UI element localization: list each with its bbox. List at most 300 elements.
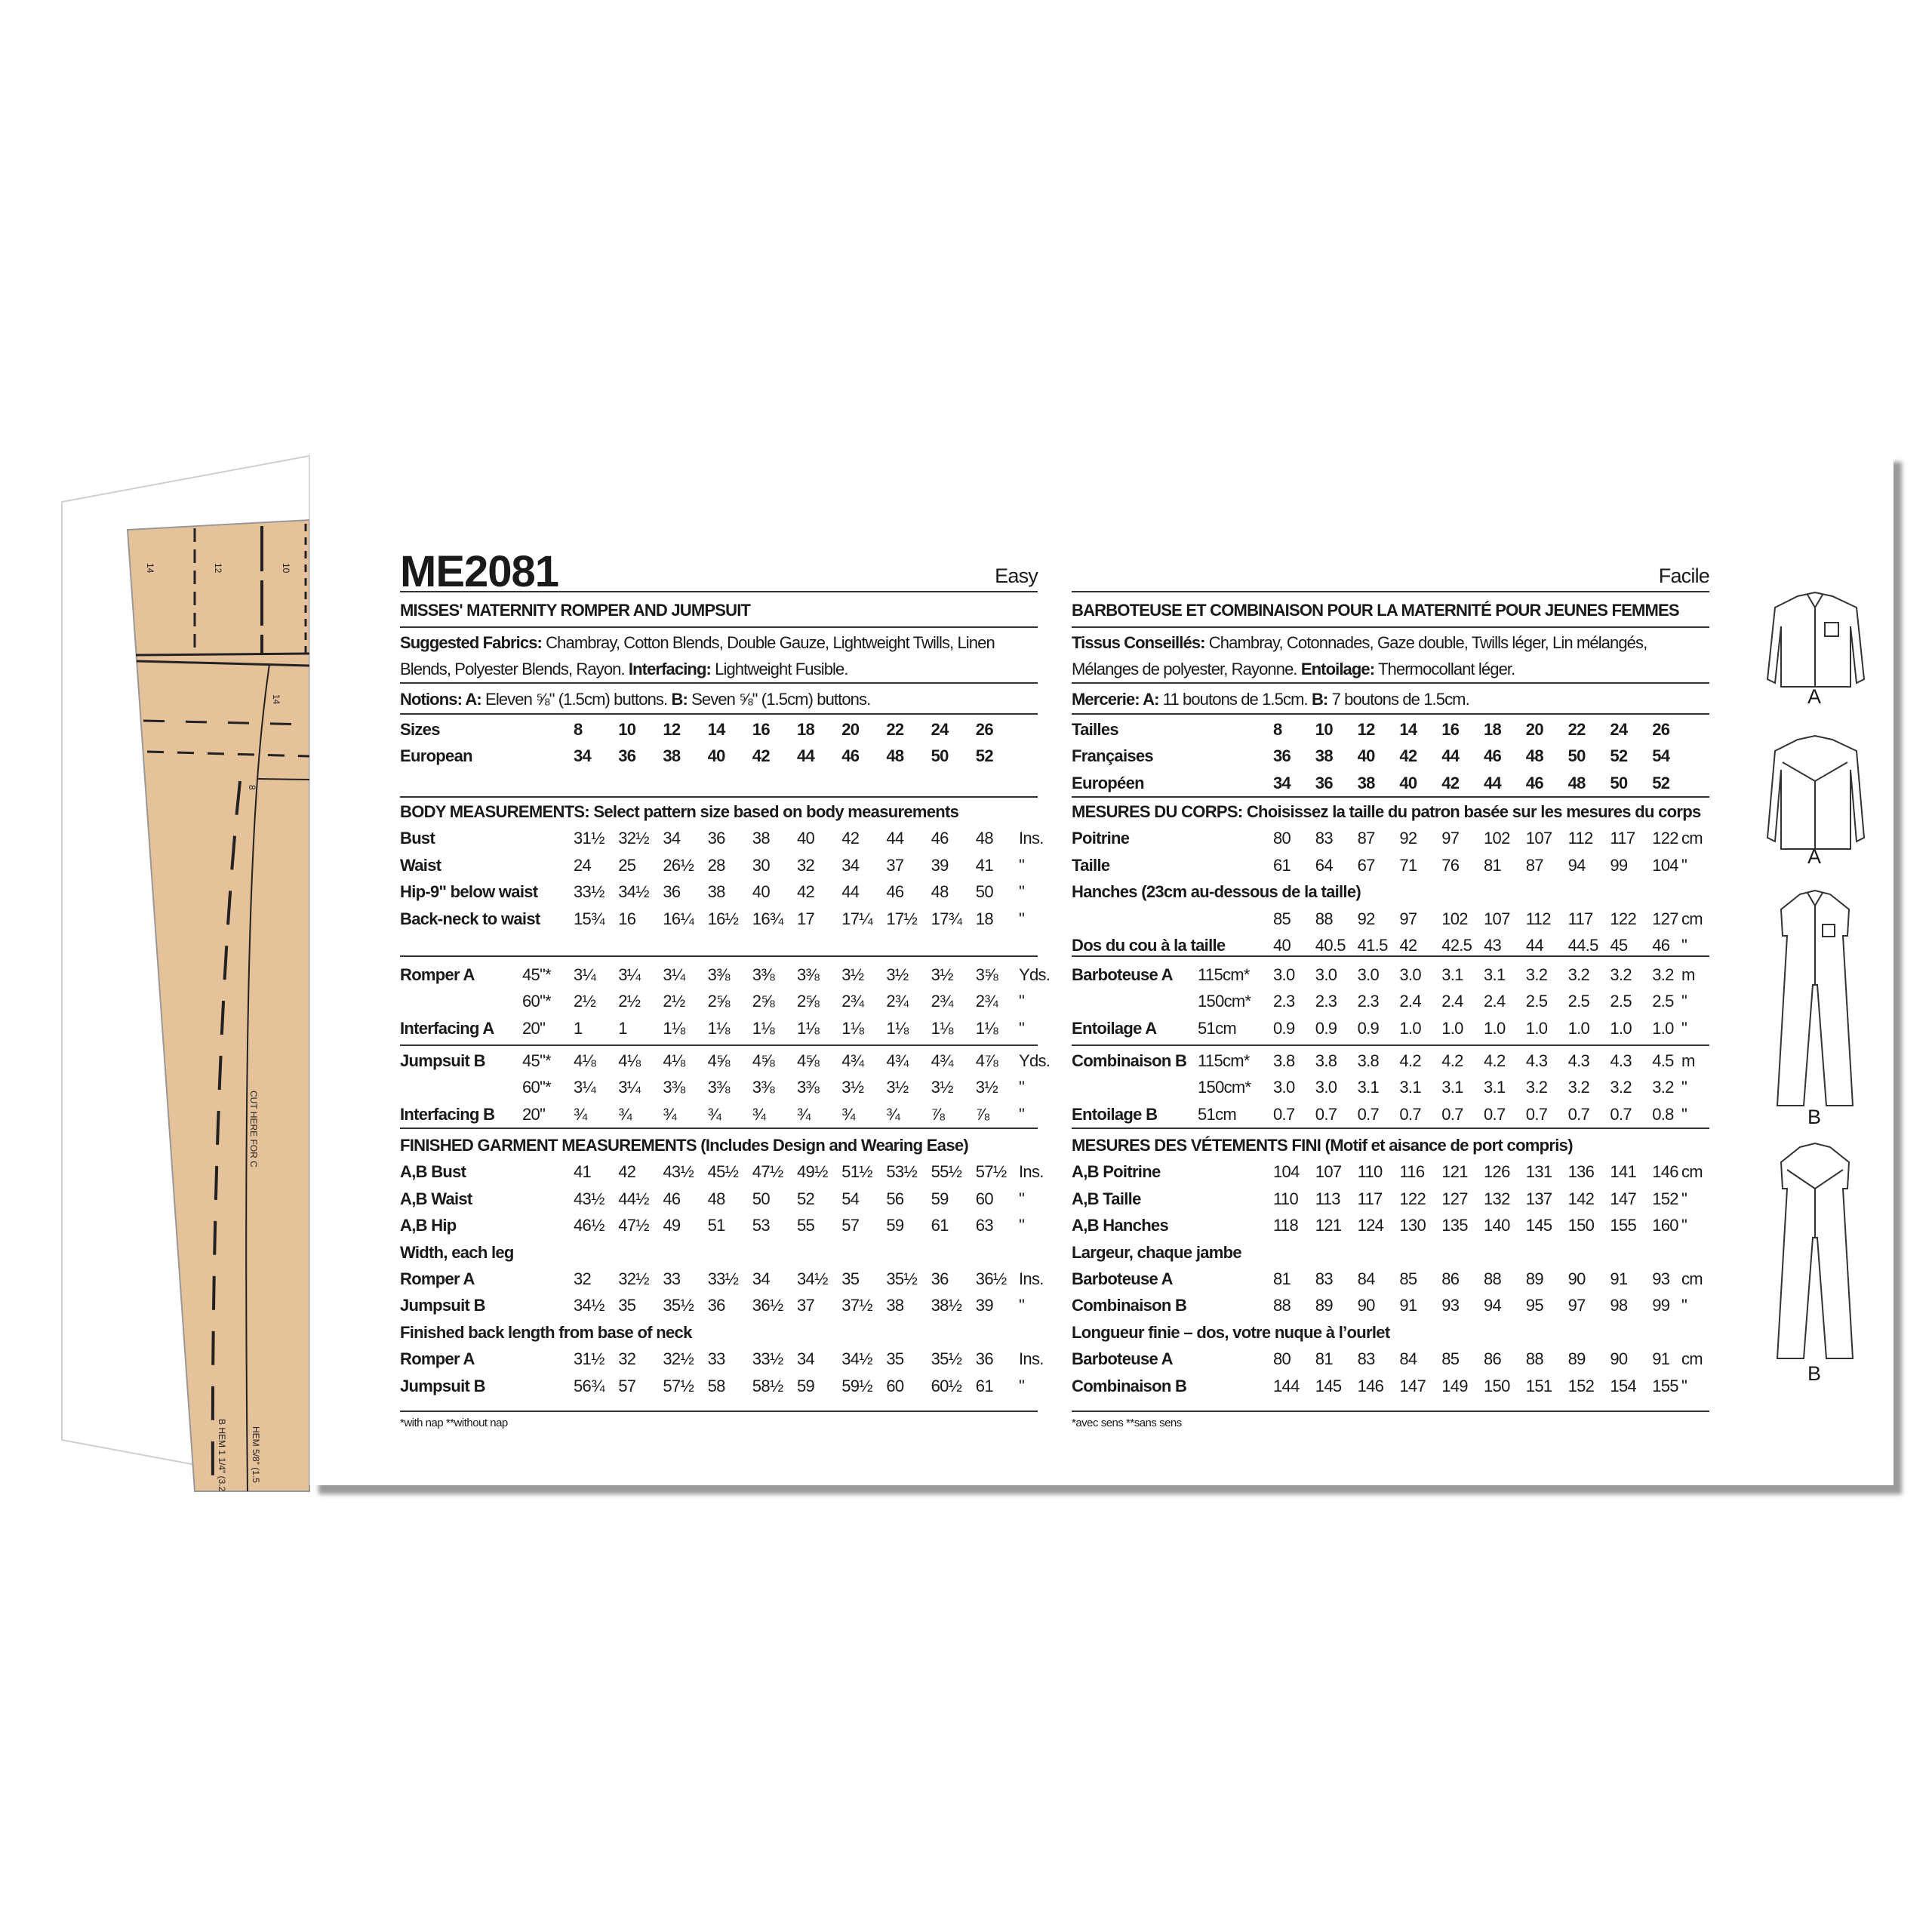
cell-value: 3.2 [1610,1078,1632,1097]
table-row [1072,1292,1709,1318]
cell-value: 26½ [663,855,694,875]
cell-value: 112 [1567,829,1593,848]
field-text: Thermocollant léger. [1374,660,1515,678]
cell-value: 0.7 [1567,1104,1590,1124]
cell-value: 122 [1652,829,1678,848]
cell-value: 80 [1273,829,1291,848]
table-row [400,1074,1038,1100]
cell-value: 46 [841,746,860,766]
cell-value: 46 [1484,746,1502,766]
cell-value: 144 [1273,1376,1300,1395]
cell-value: 15¾ [574,909,605,928]
measurement-section [1072,957,1709,1046]
cell-value: 83 [1315,829,1333,848]
row-label: Européen [1072,773,1144,792]
cell-value: 3.2 [1567,965,1590,984]
cell-value: 32 [574,1269,592,1288]
row-label: A,B Hanches [1072,1216,1169,1235]
cell-value: 36 [1273,746,1291,766]
cell-value: 56 [886,1189,904,1208]
unit-label: Yds. [1019,1051,1051,1070]
table-row [400,716,1038,743]
cell-value: 36 [975,1349,993,1369]
pattern-label: 10 [281,563,291,574]
row-label: Back-neck to waist [400,909,540,928]
row-label: Dos du cou à la taille [1072,935,1226,955]
unit-label: " [1681,1216,1687,1235]
cell-value: 4⅝ [797,1051,820,1070]
cell-value: 38 [752,829,770,848]
cell-value: 0.7 [1610,1104,1632,1124]
unit-label: " [1019,855,1025,875]
table-row [1072,1186,1709,1212]
cell-value: 107 [1484,909,1510,928]
cell-value: 16¾ [752,909,783,928]
title-row [400,547,1038,596]
cell-value: ¾ [797,1104,811,1124]
cell-value: 2¾ [841,992,864,1011]
cell-value: 12 [1357,720,1375,739]
cell-value: 2¾ [931,992,953,1011]
cell-value: 146 [1357,1376,1384,1395]
cell-value: 60 [975,1189,993,1208]
view-label: A [1807,685,1822,708]
cell-value: 48 [975,829,993,848]
cell-value: 4.2 [1399,1051,1421,1070]
cell-value: 89 [1315,1296,1333,1315]
cell-value: 110 [1357,1162,1383,1182]
measurement-tables [1072,715,1709,1412]
cell-value: 102 [1484,829,1510,848]
cell-value: 38½ [931,1296,962,1315]
cell-value: 36 [1315,773,1333,792]
table-row [1072,1101,1709,1128]
cell-value: 42 [618,1162,636,1182]
cell-value: 93 [1652,1269,1670,1288]
cell-value: 97 [1441,829,1460,848]
cell-value: ¾ [886,1104,900,1124]
table-row [400,1015,1038,1041]
cell-value: 0.7 [1273,1104,1295,1124]
french-column [1072,551,1709,1429]
unit-label: " [1681,935,1687,955]
cell-value: 1 [574,1018,583,1038]
table-row [400,1266,1044,1292]
cell-value: 2.3 [1357,992,1380,1011]
table-row [1072,716,1709,743]
cell-value: 60½ [931,1376,962,1395]
cell-value: 90 [1567,1269,1586,1288]
romper-a-front-drawing [1767,592,1864,687]
measurement-section [400,1046,1051,1129]
cell-value: 61 [931,1216,949,1235]
cell-value: 58½ [752,1376,783,1395]
fabric-width: 150cm* [1198,1078,1251,1097]
table-row [1072,906,1709,932]
cell-value: 85 [1399,1269,1417,1288]
row-label: Bust [400,829,435,848]
cell-value: 2.4 [1441,992,1463,1011]
cell-value: 51½ [841,1162,872,1182]
section-heading [1072,1319,1709,1346]
cell-value: 1.0 [1652,1018,1674,1038]
cell-value: 0.8 [1652,1104,1674,1124]
cell-value: 37½ [841,1296,872,1315]
cell-value: 40 [1273,935,1291,955]
table-row [400,878,1038,905]
cell-value: 147 [1610,1189,1636,1208]
cell-value: 38 [1315,746,1333,766]
cell-value: 3¼ [618,965,641,984]
cell-value: 50 [1610,773,1628,792]
cell-value: 58 [707,1376,725,1395]
cell-value: 26 [975,720,993,739]
cell-value: 16½ [707,909,739,928]
cell-value: 55½ [931,1162,962,1182]
cell-value: 16¼ [663,909,694,928]
cell-value: 155 [1610,1216,1636,1235]
cell-value: 34 [663,829,681,848]
field-label: Tissus Conseillés: [1072,633,1205,652]
cell-value: 76 [1441,855,1460,875]
cell-value: 88 [1273,1296,1291,1315]
cell-value: 18 [797,720,815,739]
table-row [1072,825,1709,851]
cell-value: 94 [1567,855,1586,875]
table-row [1072,1074,1709,1100]
cell-value: 32½ [618,1269,649,1288]
cell-value: 1.0 [1567,1018,1590,1038]
field-label: Mercerie: A: [1072,690,1159,709]
cell-value: 36 [707,829,725,848]
view-label: B [1807,1106,1822,1128]
jumpsuit-b-back-drawing [1777,1143,1853,1358]
cell-value: 20 [1525,720,1543,739]
cell-value: 2.5 [1610,992,1632,1011]
cell-value: 0.7 [1525,1104,1548,1124]
cell-value: 92 [1399,829,1417,848]
field-text: 7 boutons de 1.5cm. [1327,690,1469,709]
cell-value: 113 [1315,1189,1340,1208]
cell-value: 3⅜ [752,1078,774,1097]
cell-value: 154 [1610,1376,1636,1395]
cell-value: 35½ [931,1349,962,1369]
cell-value: 39 [975,1296,993,1315]
cell-value: 38 [886,1296,904,1315]
cell-value: 2¾ [886,992,909,1011]
cell-value: 16 [618,909,636,928]
cell-value: 127 [1652,909,1678,928]
cell-value: 33½ [707,1269,739,1288]
cell-value: 33 [663,1269,681,1288]
cell-value: 1⅛ [707,1018,730,1038]
footnote: *avec sens **sans sens [1072,1417,1182,1429]
cell-value: 87 [1357,829,1375,848]
table-row [400,852,1038,878]
field-label: Entoilage: [1300,660,1375,678]
cell-value: 81 [1484,855,1502,875]
cell-value: 4⅝ [752,1051,774,1070]
section-heading [400,1239,1038,1266]
unit-label: " [1019,882,1025,902]
row-label: Entoilage A [1072,1018,1157,1038]
cell-value: 17¼ [841,909,872,928]
cell-value: 99 [1652,1296,1670,1315]
cell-value: 57 [618,1376,636,1395]
cell-value: 59 [797,1376,815,1395]
measurement-tables [400,715,1051,1412]
cell-value: 33½ [752,1349,783,1369]
cell-value: 30 [752,855,770,875]
cell-value: 124 [1357,1216,1384,1235]
unit-label: " [1681,1189,1687,1208]
cell-value: 92 [1357,909,1375,928]
unit-label: cm [1681,909,1703,928]
unit-label: cm [1681,1349,1703,1369]
cell-value: 127 [1441,1189,1468,1208]
table-row [400,1048,1051,1074]
measurement-section [400,957,1051,1046]
unit-label: " [1019,1018,1025,1038]
cell-value: 40 [1357,746,1375,766]
cell-value: ¾ [707,1104,721,1124]
row-label: A,B Bust [400,1162,466,1182]
cell-value: 34 [574,746,592,766]
cell-value: 135 [1441,1216,1468,1235]
cell-value: 42 [1441,773,1460,792]
cell-value: 63 [975,1216,993,1235]
cell-value: 41.5 [1357,935,1388,955]
cell-value: 3.0 [1315,965,1337,984]
row-label: Combinaison B [1072,1051,1187,1070]
fabric-width: 60"* [522,992,552,1011]
field-text: 11 boutons de 1.5cm. [1158,690,1312,709]
cell-value: 3⅜ [752,965,774,984]
row-label: Taille [1072,855,1110,875]
cell-value: 3⅜ [663,1078,685,1097]
cell-value: 38 [663,746,681,766]
cell-value: 16 [1441,720,1460,739]
cell-value: 54 [841,1189,860,1208]
cell-value: 1⅛ [975,1018,998,1038]
cell-value: 107 [1525,829,1552,848]
table-row [1072,988,1709,1014]
measurement-section [400,715,1038,798]
cell-value: 3.1 [1441,1078,1463,1097]
cell-value: 38 [707,882,725,902]
cell-value: 3⅜ [797,1078,820,1097]
cell-value: ¾ [663,1104,677,1124]
cell-value: 4.3 [1610,1051,1632,1070]
cell-value: 93 [1441,1296,1460,1315]
cell-value: 3½ [841,1078,864,1097]
field-label: B: [671,690,688,709]
heading-text: Hanches (23cm au-dessous de la taille) [1072,882,1361,902]
cell-value: 2½ [574,992,596,1011]
cell-value: 12 [663,720,681,739]
cell-value: 3⅜ [707,965,730,984]
unit-label: " [1019,909,1025,928]
cell-value: 0.9 [1357,1018,1380,1038]
pattern-label: CUT HERE FOR C [248,1091,259,1168]
cell-value: 35 [841,1269,860,1288]
table-row [400,1186,1038,1212]
row-label: Jumpsuit B [400,1376,485,1395]
cell-value: 98 [1610,1296,1628,1315]
cell-value: 40 [752,882,770,902]
cell-value: 97 [1567,1296,1586,1315]
unit-label: " [1019,1376,1025,1395]
table-row [400,1373,1038,1399]
cell-value: 2⅝ [707,992,730,1011]
pattern-label: B HEM 1 1/4" (3.2 [217,1419,227,1492]
row-label: Entoilage B [1072,1104,1158,1124]
cell-value: 88 [1484,1269,1502,1288]
cell-value: 0.9 [1273,1018,1295,1038]
cell-value: 42 [752,746,770,766]
table-row [1072,1048,1709,1074]
unit-label: " [1019,1189,1025,1208]
row-label: Tailles [1072,720,1118,739]
row-label: Romper A [400,965,475,984]
cell-value: 136 [1567,1162,1595,1182]
cell-value: 116 [1399,1162,1425,1182]
cell-value: 2.3 [1315,992,1337,1011]
row-label: Barboteuse A [1072,1269,1173,1288]
unit-label: " [1019,1216,1025,1235]
cell-value: 67 [1357,855,1375,875]
cell-value: 84 [1399,1349,1417,1369]
cell-value: 42.5 [1441,935,1472,955]
cell-value: 52 [797,1189,815,1208]
heading-text: FINISHED GARMENT MEASUREMENTS (Includes Design and Wearing Ease) [400,1136,969,1155]
cell-value: 34½ [797,1269,828,1288]
table-row [400,743,1038,769]
cell-value: 25 [618,855,636,875]
table-row [1072,852,1709,878]
cell-value: 3⅝ [975,965,998,984]
row-label: Barboteuse A [1072,965,1173,984]
cell-value: 80 [1273,1349,1291,1369]
cell-value: 83 [1315,1269,1333,1288]
fabric-width: 115cm* [1198,1051,1250,1070]
pattern-label: 14 [271,694,281,705]
cell-value: 2.5 [1567,992,1590,1011]
view-label: B [1807,1362,1822,1385]
table-row [1072,961,1709,988]
table-row [400,988,1038,1014]
heading-text: Finished back length from base of neck [400,1322,692,1342]
cell-value: 40 [797,829,815,848]
cell-value: 3½ [886,965,909,984]
unit-label: " [1681,855,1687,875]
table-row [400,961,1051,988]
cell-value: 4⅛ [574,1051,596,1070]
cell-value: 4¾ [841,1051,864,1070]
cell-value: 1.0 [1525,1018,1548,1038]
cell-value: 3.2 [1652,965,1674,984]
cell-value: 3½ [841,965,864,984]
cell-value: 3.2 [1652,1078,1674,1097]
table-row [400,1292,1038,1318]
fabric-width: 45"* [522,965,552,984]
cell-value: 54 [1652,746,1670,766]
cell-value: 3.1 [1484,965,1506,984]
cell-value: 2⅝ [797,992,820,1011]
cell-value: 112 [1525,909,1551,928]
cell-value: 84 [1357,1269,1375,1288]
cell-value: 44.5 [1567,935,1598,955]
row-label: Romper A [400,1269,475,1288]
cell-value: 3.1 [1484,1078,1506,1097]
cell-value: 50 [931,746,949,766]
fabric-width: 150cm* [1198,992,1251,1011]
cell-value: 59 [886,1216,904,1235]
cell-value: 40.5 [1315,935,1346,955]
pattern-subtitle: MISSES' MATERNITY ROMPER AND JUMPSUIT [400,592,1038,628]
cell-value: 0.7 [1484,1104,1506,1124]
cell-value: 3¼ [663,965,685,984]
cell-value: 45 [1610,935,1628,955]
pattern-label: HEM 5/8" (1.5 [251,1426,261,1483]
cell-value: 1.0 [1610,1018,1632,1038]
cell-value: 26 [1652,720,1670,739]
field-label: Notions: A: [400,690,481,709]
row-label: A,B Poitrine [1072,1162,1161,1182]
cell-value: 48 [707,1189,725,1208]
cell-value: 104 [1273,1162,1300,1182]
unit-label: " [1681,1078,1687,1097]
cell-value: 10 [1315,720,1333,739]
table-row [400,1346,1044,1372]
cell-value: 3.1 [1399,1078,1421,1097]
cell-value: 91 [1610,1269,1628,1288]
cell-value: 3.0 [1315,1078,1337,1097]
cell-value: ⅞ [931,1104,945,1124]
cell-value: 52 [1610,746,1628,766]
cell-value: 2.5 [1525,992,1548,1011]
cell-value: 2½ [618,992,641,1011]
cell-value: 34 [841,855,860,875]
cell-value: 3.0 [1399,965,1421,984]
table-row [1072,1346,1709,1372]
cell-value: 91 [1399,1296,1417,1315]
row-label: Jumpsuit B [400,1051,485,1070]
cell-value: 43½ [663,1162,694,1182]
unit-label: Yds. [1019,965,1051,984]
table-row [1072,1373,1709,1399]
cell-value: 3¼ [574,1078,596,1097]
cell-value: 44 [1441,746,1460,766]
cell-value: 3½ [931,1078,953,1097]
cell-value: 36 [931,1269,949,1288]
table-row [400,1101,1038,1128]
table-row [1072,743,1709,769]
cell-value: 44½ [618,1189,649,1208]
cell-value: 4.3 [1567,1051,1590,1070]
heading-text: Width, each leg [400,1242,514,1262]
cell-value: 14 [1399,720,1417,739]
cell-value: 1⅛ [931,1018,953,1038]
table-row [1072,1266,1709,1292]
cell-value: 48 [886,746,904,766]
cell-value: 1.0 [1441,1018,1463,1038]
pattern-number: ME2081 [400,547,559,596]
fabric-width: 45"* [522,1051,552,1070]
cell-value: 88 [1315,909,1333,928]
cell-value: 35½ [886,1269,918,1288]
cell-value: 4⅛ [618,1051,641,1070]
